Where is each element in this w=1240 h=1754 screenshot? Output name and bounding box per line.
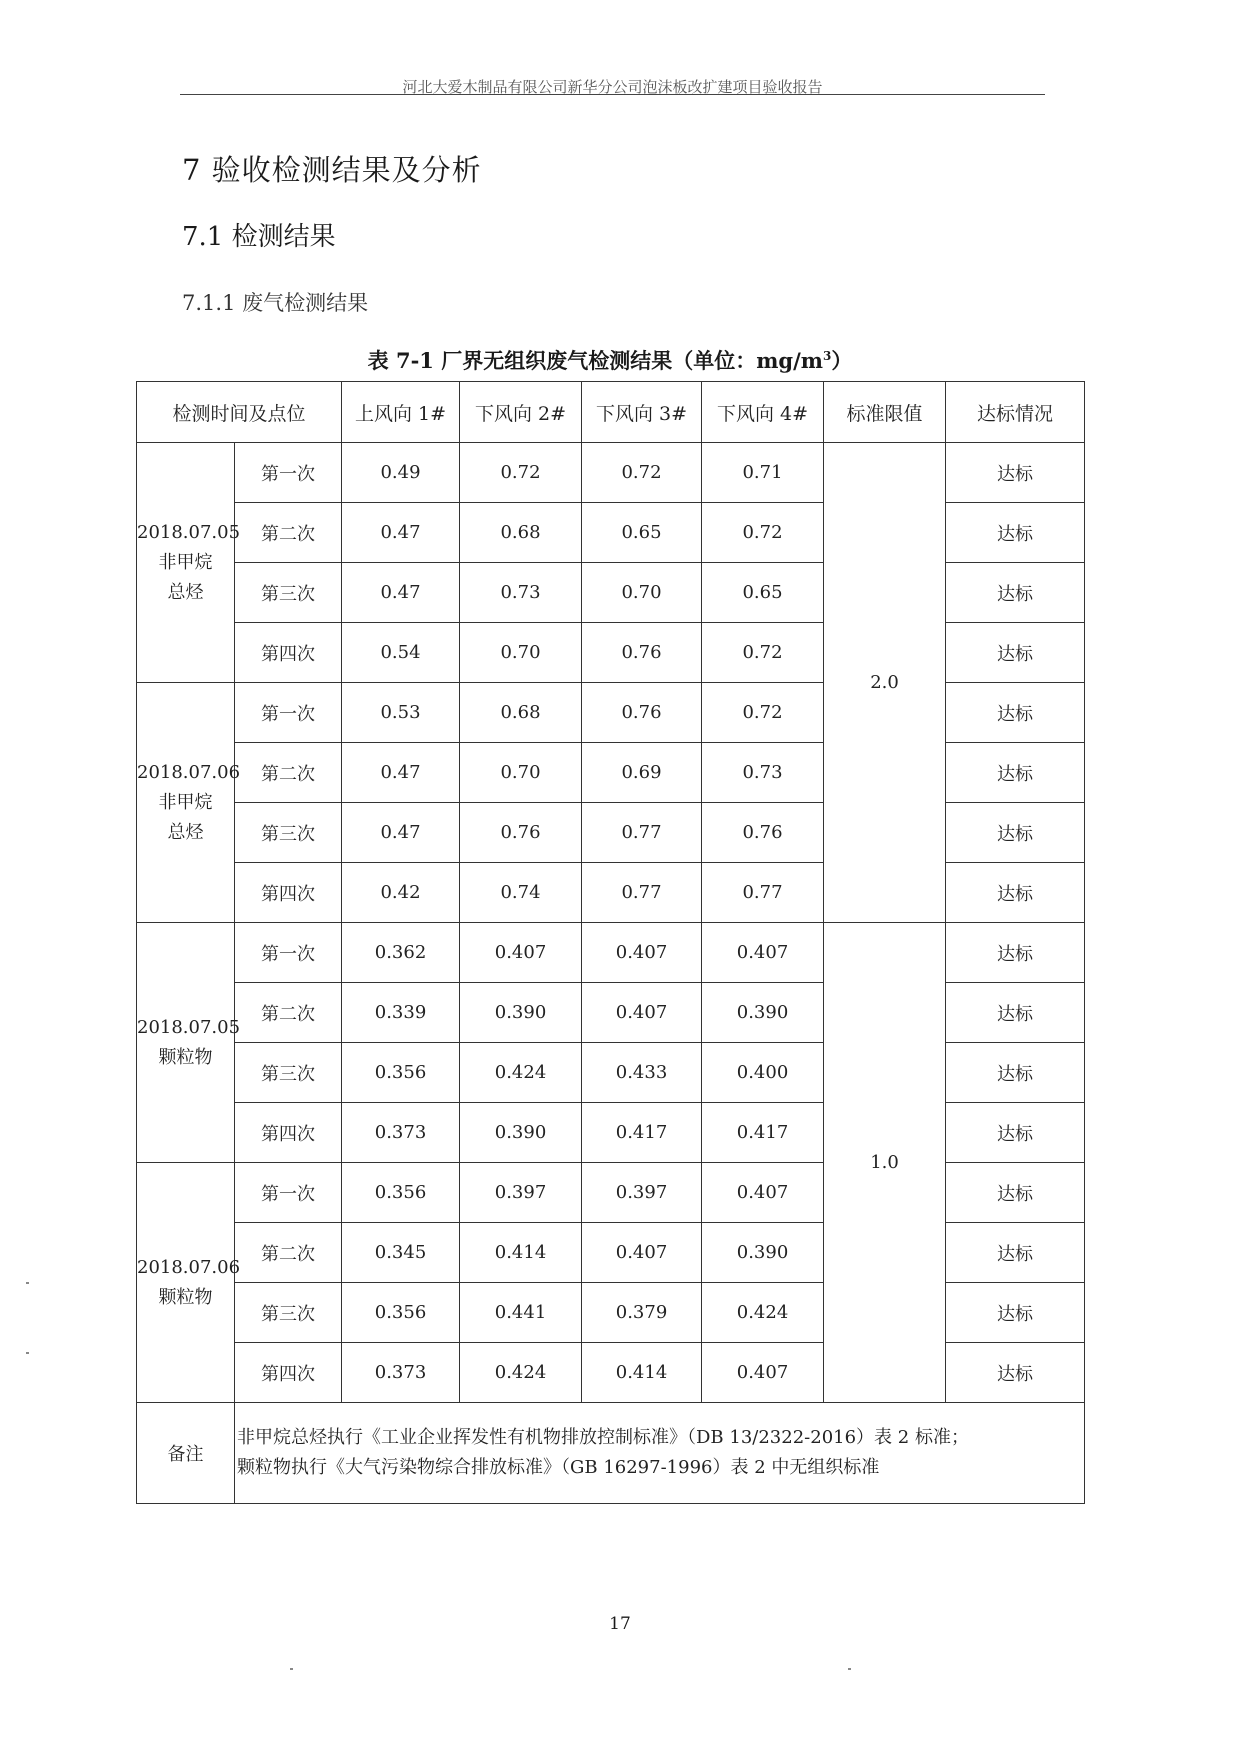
sample-time-cell: 第三次 [235, 1283, 342, 1343]
note-line: 颗粒物执行《大气污染物综合排放标准》（GB 16297-1996）表 2 中无组织标准 [237, 1457, 880, 1478]
page-number: 17 [609, 1614, 631, 1634]
value-cell: 0.417 [702, 1103, 824, 1163]
sample-time-cell: 第三次 [235, 803, 342, 863]
note-text-cell [235, 1403, 1085, 1504]
status-cell: 达标 [946, 503, 1085, 563]
value-cell: 0.53 [342, 683, 460, 743]
status-cell: 达标 [946, 863, 1085, 923]
status-cell: 达标 [946, 983, 1085, 1043]
value-cell: 0.345 [342, 1223, 460, 1283]
value-cell: 0.407 [702, 1343, 824, 1403]
group-label-line: 非甲烷 [158, 551, 213, 573]
header-rule [180, 94, 1045, 95]
value-cell: 0.407 [702, 1163, 824, 1223]
group-label-line: 总烃 [167, 581, 204, 603]
caption-main: 表 7-1 厂界无组织废气检测结果（单位：mg/m [367, 348, 823, 373]
table-caption [135, 345, 1085, 375]
value-cell: 0.72 [460, 443, 582, 503]
value-cell: 0.47 [342, 563, 460, 623]
header-cell: 下风向 3# [582, 382, 702, 443]
value-cell: 0.390 [460, 1103, 582, 1163]
header-row [137, 382, 1085, 443]
sample-time-cell: 第三次 [235, 1043, 342, 1103]
value-cell: 0.417 [582, 1103, 702, 1163]
sample-time-cell: 第三次 [235, 563, 342, 623]
group-label-line: 非甲烷 [158, 791, 213, 813]
group-label-line: 2018.07.05 [137, 1016, 241, 1038]
header-cell: 下风向 4# [702, 382, 824, 443]
sample-time-cell: 第一次 [235, 923, 342, 983]
header-cell: 达标情况 [946, 382, 1085, 443]
value-cell: 0.47 [342, 503, 460, 563]
value-cell: 0.68 [460, 503, 582, 563]
status-cell: 达标 [946, 923, 1085, 983]
group-label-line: 颗粒物 [158, 1046, 213, 1068]
value-cell: 0.42 [342, 863, 460, 923]
value-cell: 0.76 [460, 803, 582, 863]
status-cell: 达标 [946, 743, 1085, 803]
value-cell: 0.69 [582, 743, 702, 803]
group-label-cell [137, 1163, 241, 1403]
sample-time-cell: 第一次 [235, 683, 342, 743]
value-cell: 0.390 [702, 1223, 824, 1283]
header-cell: 标准限值 [824, 382, 946, 443]
results-table [136, 381, 1085, 1504]
value-cell: 0.49 [342, 443, 460, 503]
value-cell: 0.73 [460, 563, 582, 623]
value-cell: 0.73 [702, 743, 824, 803]
subsubsection-heading: 7.1.1 废气检测结果 [182, 291, 369, 315]
status-cell: 达标 [946, 443, 1085, 503]
group-label-line: 2018.07.06 [137, 761, 241, 783]
value-cell: 0.77 [702, 863, 824, 923]
value-cell: 0.424 [460, 1343, 582, 1403]
sample-time-cell: 第二次 [235, 503, 342, 563]
value-cell: 0.76 [702, 803, 824, 863]
value-cell: 0.373 [342, 1103, 460, 1163]
value-cell: 0.339 [342, 983, 460, 1043]
sample-time-cell: 第四次 [235, 623, 342, 683]
value-cell: 0.424 [460, 1043, 582, 1103]
group-label-cell [137, 683, 241, 923]
value-cell: 0.72 [702, 503, 824, 563]
value-cell: 0.76 [582, 623, 702, 683]
value-cell: 0.356 [342, 1283, 460, 1343]
value-cell: 0.407 [582, 923, 702, 983]
table-row [137, 923, 1085, 983]
sample-time-cell: 第四次 [235, 1103, 342, 1163]
sample-time-cell: 第一次 [235, 1163, 342, 1223]
group-label-line: 颗粒物 [158, 1286, 213, 1308]
status-cell: 达标 [946, 1163, 1085, 1223]
value-cell: 0.407 [582, 1223, 702, 1283]
scan-speck [26, 1282, 29, 1284]
value-cell: 0.356 [342, 1163, 460, 1223]
value-cell: 0.414 [460, 1223, 582, 1283]
value-cell: 0.362 [342, 923, 460, 983]
value-cell: 0.356 [342, 1043, 460, 1103]
header-cell: 上风向 1# [342, 382, 460, 443]
value-cell: 0.54 [342, 623, 460, 683]
status-cell: 达标 [946, 1283, 1085, 1343]
value-cell: 0.47 [342, 743, 460, 803]
note-row [137, 1403, 1085, 1504]
status-cell: 达标 [946, 623, 1085, 683]
sample-time-cell: 第二次 [235, 1223, 342, 1283]
status-cell: 达标 [946, 803, 1085, 863]
value-cell: 0.47 [342, 803, 460, 863]
section-heading: 7 验收检测结果及分析 [182, 153, 482, 187]
value-cell: 0.76 [582, 683, 702, 743]
value-cell: 0.77 [582, 863, 702, 923]
group-label-line: 总烃 [167, 821, 204, 843]
group-label-cell [137, 923, 241, 1163]
value-cell: 0.70 [460, 623, 582, 683]
note-label-cell: 备注 [137, 1403, 235, 1504]
value-cell: 0.407 [702, 923, 824, 983]
scan-speck [290, 1668, 293, 1670]
value-cell: 0.72 [702, 683, 824, 743]
group-label-line: 2018.07.05 [137, 521, 241, 543]
sample-time-cell: 第四次 [235, 863, 342, 923]
value-cell: 0.424 [702, 1283, 824, 1343]
group-label-line: 2018.07.06 [137, 1256, 241, 1278]
status-cell: 达标 [946, 563, 1085, 623]
sample-time-cell: 第二次 [235, 983, 342, 1043]
value-cell: 0.441 [460, 1283, 582, 1343]
value-cell: 0.74 [460, 863, 582, 923]
value-cell: 0.72 [702, 623, 824, 683]
limit-cell: 1.0 [824, 923, 946, 1403]
sample-time-cell: 第四次 [235, 1343, 342, 1403]
scan-speck [26, 1352, 29, 1354]
header-cell: 下风向 2# [460, 382, 582, 443]
value-cell: 0.70 [582, 563, 702, 623]
value-cell: 0.373 [342, 1343, 460, 1403]
running-header: 河北大爱木制品有限公司新华分公司泡沫板改扩建项目验收报告 [402, 78, 823, 96]
value-cell: 0.77 [582, 803, 702, 863]
value-cell: 0.68 [460, 683, 582, 743]
value-cell: 0.390 [460, 983, 582, 1043]
limit-cell: 2.0 [824, 443, 946, 923]
scan-speck [848, 1668, 851, 1670]
header-cell: 检测时间及点位 [137, 382, 342, 443]
value-cell: 0.379 [582, 1283, 702, 1343]
caption-superscript: 3 [823, 349, 832, 363]
value-cell: 0.407 [582, 983, 702, 1043]
caption-end: ） [831, 348, 853, 373]
value-cell: 0.72 [582, 443, 702, 503]
value-cell: 0.400 [702, 1043, 824, 1103]
status-cell: 达标 [946, 1223, 1085, 1283]
subsection-heading: 7.1 检测结果 [182, 222, 336, 252]
status-cell: 达标 [946, 1043, 1085, 1103]
value-cell: 0.414 [582, 1343, 702, 1403]
value-cell: 0.65 [702, 563, 824, 623]
value-cell: 0.65 [582, 503, 702, 563]
table-row [137, 443, 1085, 503]
group-label-cell [137, 443, 241, 683]
status-cell: 达标 [946, 1343, 1085, 1403]
status-cell: 达标 [946, 1103, 1085, 1163]
status-cell: 达标 [946, 683, 1085, 743]
sample-time-cell: 第一次 [235, 443, 342, 503]
value-cell: 0.397 [582, 1163, 702, 1223]
value-cell: 0.407 [460, 923, 582, 983]
value-cell: 0.70 [460, 743, 582, 803]
sample-time-cell: 第二次 [235, 743, 342, 803]
note-line: 非甲烷总烃执行《工业企业挥发性有机物排放控制标准》（DB 13/2322-2016）表 2 标准； [237, 1427, 969, 1448]
value-cell: 0.390 [702, 983, 824, 1043]
value-cell: 0.71 [702, 443, 824, 503]
value-cell: 0.397 [460, 1163, 582, 1223]
value-cell: 0.433 [582, 1043, 702, 1103]
